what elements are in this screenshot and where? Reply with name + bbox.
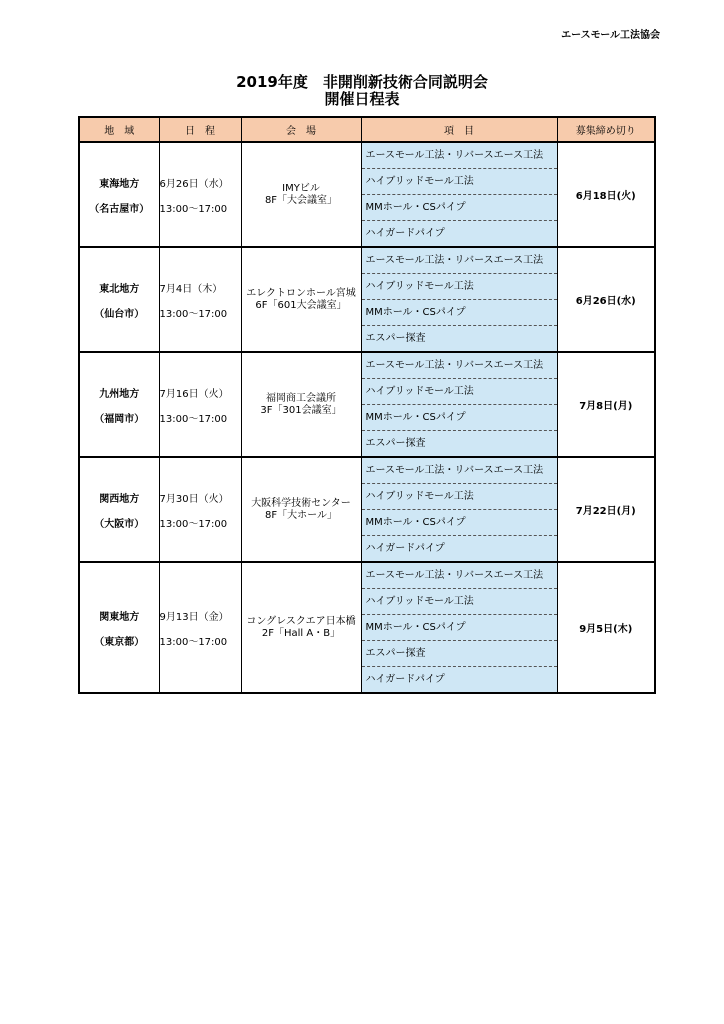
region-city: （大阪市）: [94, 518, 145, 530]
schedule-table: [78, 116, 656, 694]
event-time: 13:00〜17:00: [159, 203, 228, 215]
item: ハイガードパイプ: [362, 536, 557, 561]
item: ハイガードパイプ: [362, 221, 557, 246]
region-name: 関東地方: [99, 611, 140, 623]
item: エースモール工法・リバースエース工法: [362, 458, 557, 484]
deadline-cell: 7月8日(月): [557, 352, 655, 457]
item: MMホール・CSパイプ: [362, 405, 557, 431]
event-date: 9月13日（金）: [159, 611, 229, 623]
region-name: 九州地方: [99, 388, 140, 400]
item: エースモール工法・リバースエース工法: [362, 563, 557, 589]
item: エスパー探査: [362, 431, 557, 456]
region-city: （東京都）: [94, 636, 145, 648]
region-name: 東北地方: [99, 283, 140, 295]
item: エースモール工法・リバースエース工法: [362, 248, 557, 274]
event-date: 6月26日（水）: [159, 178, 229, 190]
header-items: 項 目: [361, 117, 557, 142]
items-cell: [361, 142, 557, 247]
venue-cell: [241, 142, 361, 247]
document-title: [0, 74, 724, 108]
item: エースモール工法・リバースエース工法: [362, 353, 557, 379]
venue-room: 6F「601大会議室」: [255, 299, 347, 311]
region-city: （福岡市）: [94, 413, 145, 425]
venue-name: IMYビル: [282, 182, 320, 194]
region-name: 東海地方: [99, 178, 140, 190]
venue-name: 大阪科学技術センター: [251, 497, 351, 509]
items-cell: [361, 457, 557, 562]
venue-room: 2F「Hall A・B」: [261, 627, 341, 639]
item: ハイブリッドモール工法: [362, 169, 557, 195]
event-time: 13:00〜17:00: [159, 308, 228, 320]
event-date: 7月16日（火）: [159, 388, 229, 400]
item: ハイブリッドモール工法: [362, 484, 557, 510]
items-cell: [361, 247, 557, 352]
header-row: [79, 117, 655, 142]
venue-name: 福岡商工会議所: [266, 392, 336, 404]
date-cell: [159, 247, 241, 352]
venue-room: 8F「大ホール」: [265, 509, 337, 521]
event-time: 13:00〜17:00: [159, 636, 228, 648]
item: ハイブリッドモール工法: [362, 379, 557, 405]
header-date: 日 程: [159, 117, 241, 142]
item: MMホール・CSパイプ: [362, 195, 557, 221]
header-deadline: 募集締め切り: [557, 117, 655, 142]
region-cell: [79, 142, 159, 247]
table-row: [79, 562, 655, 693]
table-row: [79, 142, 655, 247]
venue-name: エレクトロンホール宮城: [246, 287, 356, 299]
venue-name: コングレスクエア日本橋: [246, 615, 356, 627]
item: MMホール・CSパイプ: [362, 510, 557, 536]
deadline-cell: 6月18日(火): [557, 142, 655, 247]
title-line-2: 開催日程表: [324, 90, 400, 108]
items-cell: [361, 562, 557, 693]
event-date: 7月30日（火）: [159, 493, 229, 505]
event-time: 13:00〜17:00: [159, 413, 228, 425]
region-cell: [79, 562, 159, 693]
item: ハイガードパイプ: [362, 667, 557, 692]
venue-room: 3F「301会議室」: [260, 404, 342, 416]
deadline-cell: 9月5日(木): [557, 562, 655, 693]
table-row: [79, 247, 655, 352]
date-cell: [159, 562, 241, 693]
item: エスパー探査: [362, 641, 557, 667]
title-line-1: 2019年度 非開削新技術合同説明会: [236, 73, 488, 91]
item: エスパー探査: [362, 326, 557, 351]
table-row: [79, 352, 655, 457]
date-cell: [159, 352, 241, 457]
organization-name: エースモール工法協会: [561, 30, 660, 41]
item: ハイブリッドモール工法: [362, 274, 557, 300]
item: ハイブリッドモール工法: [362, 589, 557, 615]
region-cell: [79, 352, 159, 457]
items-cell: [361, 352, 557, 457]
item: エースモール工法・リバースエース工法: [362, 143, 557, 169]
header-region: 地 域: [79, 117, 159, 142]
date-cell: [159, 142, 241, 247]
region-cell: [79, 457, 159, 562]
venue-room: 8F「大会議室」: [264, 194, 338, 206]
venue-cell: [241, 247, 361, 352]
event-time: 13:00〜17:00: [159, 518, 228, 530]
deadline-cell: 7月22日(月): [557, 457, 655, 562]
deadline-cell: 6月26日(水): [557, 247, 655, 352]
region-cell: [79, 247, 159, 352]
item: MMホール・CSパイプ: [362, 300, 557, 326]
table-row: [79, 457, 655, 562]
item: MMホール・CSパイプ: [362, 615, 557, 641]
region-city: （仙台市）: [94, 308, 145, 320]
header-venue: 会 場: [241, 117, 361, 142]
venue-cell: [241, 352, 361, 457]
region-name: 関西地方: [99, 493, 140, 505]
event-date: 7月4日（木）: [159, 283, 223, 295]
date-cell: [159, 457, 241, 562]
venue-cell: [241, 562, 361, 693]
region-city: （名古屋市）: [89, 203, 150, 215]
venue-cell: [241, 457, 361, 562]
